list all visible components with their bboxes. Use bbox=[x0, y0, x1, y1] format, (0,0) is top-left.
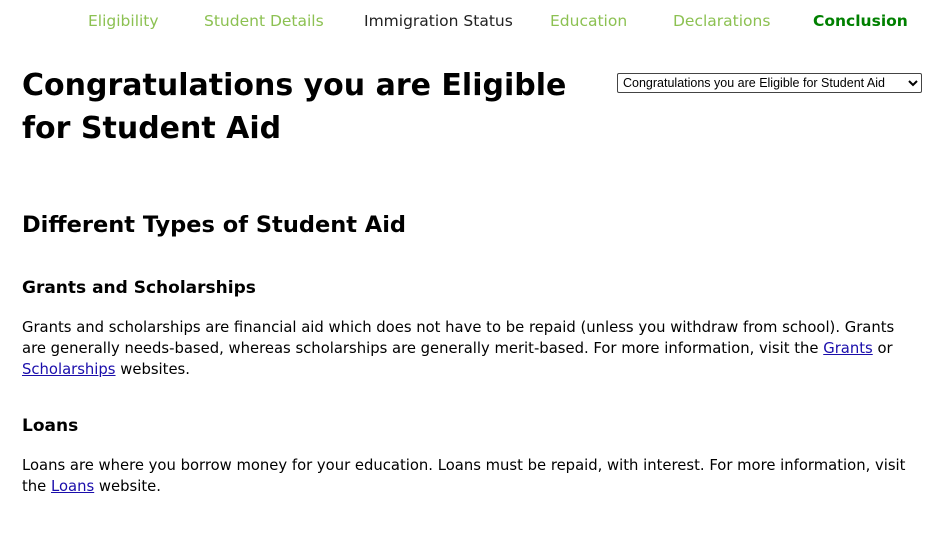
grants-text-part-1: Grants and scholarships are financial aid which does not have to be repaid (unless you withdraw from school). Grants are generally needs-based, whereas scholarships are generally merit-based. For more information, visit the bbox=[22, 319, 895, 357]
grants-heading: Grants and Scholarships bbox=[22, 278, 256, 298]
scholarships-link[interactable]: Scholarships bbox=[22, 361, 116, 378]
grants-text-part-2: or bbox=[872, 340, 893, 357]
page-title: Congratulations you are Eligible for Student Aid bbox=[22, 68, 567, 146]
step-student-details[interactable]: Student Details bbox=[204, 12, 324, 30]
loans-heading: Loans bbox=[22, 416, 79, 436]
step-education[interactable]: Education bbox=[550, 12, 628, 30]
page-select-dropdown[interactable] bbox=[617, 73, 922, 93]
loans-text-part-2: website. bbox=[94, 478, 161, 495]
grants-link[interactable]: Grants bbox=[823, 340, 873, 357]
loans-paragraph bbox=[22, 455, 922, 497]
step-navigation bbox=[0, 11, 936, 31]
grants-paragraph bbox=[22, 317, 922, 380]
step-conclusion[interactable]: Conclusion bbox=[813, 12, 908, 30]
step-declarations[interactable]: Declarations bbox=[673, 12, 771, 30]
grants-text-part-3: websites. bbox=[115, 361, 190, 378]
loans-link[interactable]: Loans bbox=[51, 478, 95, 495]
step-immigration-status[interactable]: Immigration Status bbox=[364, 12, 513, 30]
section-title: Different Types of Student Aid bbox=[22, 212, 407, 238]
loans-text-part-1: Loans are where you borrow money for your education. Loans must be repaid, with interest. For more information, visit the bbox=[22, 457, 906, 495]
step-eligibility[interactable]: Eligibility bbox=[88, 12, 159, 30]
